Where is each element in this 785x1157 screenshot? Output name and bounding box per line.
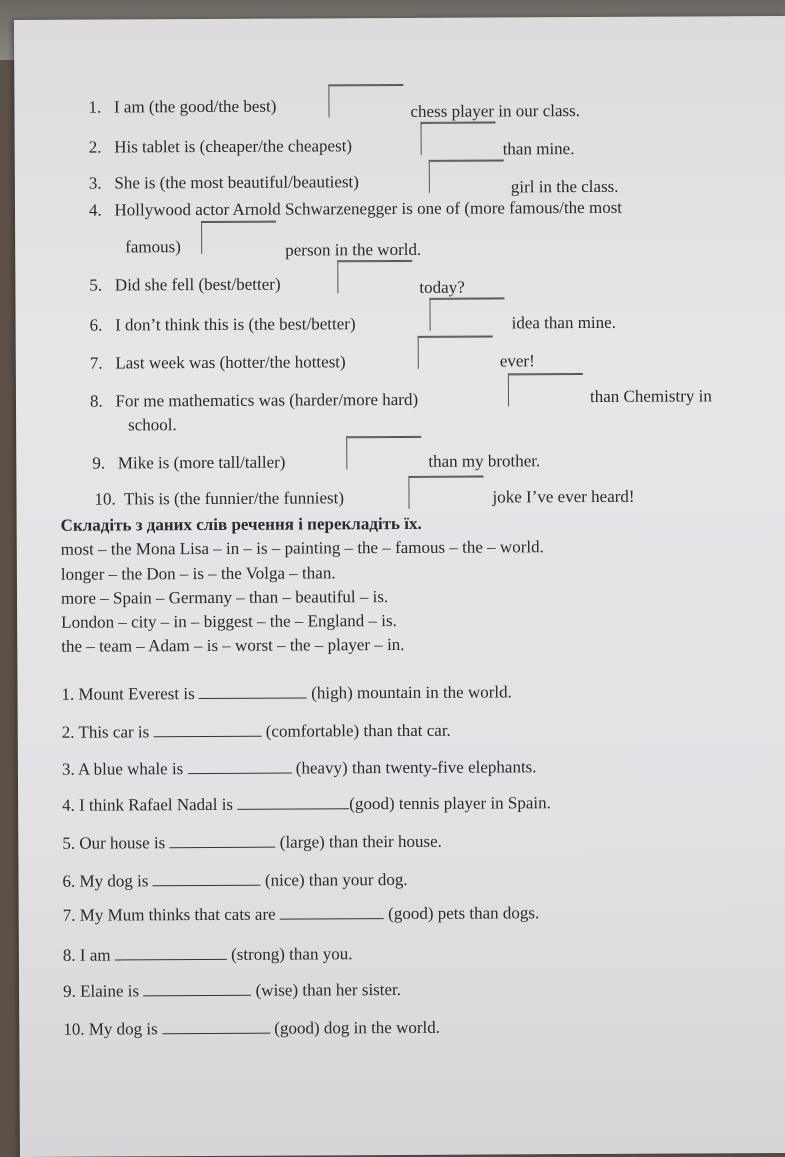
answer-blank-4[interactable]	[237, 808, 349, 810]
ex3-item-2	[62, 721, 451, 743]
word-line-3: more – Spain – Germany – than – beautiful – is.	[60, 587, 389, 608]
item-hint: (wise) than her sister.	[255, 979, 402, 1000]
ex3-item-3	[62, 757, 537, 779]
word-line-4: London – city – in – biggest – the – England – is.	[61, 611, 397, 632]
item-continuation: joke I’ve ever heard!	[492, 486, 635, 507]
item-hint: (high) mountain in the world.	[311, 682, 512, 703]
item-text: His tablet is (cheaper/the cheapest)	[114, 136, 353, 157]
answer-blank-8[interactable]	[115, 959, 227, 961]
item-text: 8. I am	[62, 945, 111, 965]
ex3-item-1	[61, 682, 511, 704]
item-continuation: than mine.	[502, 139, 575, 159]
answer-blank-1[interactable]	[199, 697, 307, 699]
item-hint: (good) dog in the world.	[274, 1017, 441, 1038]
item-hint: (large) than their house.	[279, 831, 442, 852]
word-line-5: the – team – Adam – is – worst – the – player – in.	[61, 634, 405, 656]
item-text-wrap: school.	[128, 415, 177, 435]
item-text-wrap: famous)	[125, 237, 181, 257]
item-text: 2. This car is	[61, 722, 150, 742]
item-hint: (heavy) than twenty-five elephants.	[295, 757, 537, 778]
item-text: Last week was (hotter/the hottest)	[115, 352, 346, 373]
item-text: 4. I think Rafael Nadal is	[62, 794, 234, 815]
worksheet-page	[14, 16, 785, 1157]
item-continuation: than my brother.	[428, 451, 541, 471]
answer-box-5[interactable]	[337, 260, 412, 293]
ex3-item-5	[62, 832, 442, 854]
answer-blank-7[interactable]	[280, 918, 384, 920]
word-line-1: most – the Mona Lisa – in – is – painting – the – famous – the – world.	[60, 537, 544, 559]
ex3-item-7	[63, 903, 540, 925]
item-number: 2.	[88, 137, 102, 157]
item-text: Hollywood actor Arnold Schwarzenegger is one of (more famous/the most	[114, 197, 623, 220]
answer-blank-6[interactable]	[153, 885, 261, 887]
item-hint: (good) pets than dogs.	[388, 903, 540, 924]
ex3-item-6	[62, 870, 407, 892]
item-number: 9.	[92, 453, 106, 473]
ex1-item-5	[89, 275, 280, 296]
answer-box-3[interactable]	[429, 159, 504, 192]
item-hint: (comfortable) than that car.	[265, 720, 451, 741]
item-continuation: person in the world.	[285, 239, 422, 260]
word-line-2: longer – the Don – is – the Volga – than.	[60, 563, 336, 584]
item-text: Did she fell (best/better)	[114, 274, 281, 295]
item-text: Mike is (more tall/taller)	[117, 452, 286, 473]
item-text: For me mathematics was (harder/more hard)	[115, 389, 419, 411]
item-number: 4.	[88, 200, 102, 220]
item-hint: (nice) than your dog.	[264, 869, 408, 890]
item-number: 5.	[89, 275, 103, 295]
item-text: 6. My dog is	[62, 871, 149, 891]
item-text: I don’t think this is (the best/better)	[115, 314, 356, 335]
item-text: 1. Mount Everest is	[61, 684, 195, 704]
item-text: 10. My dog is	[63, 1019, 158, 1039]
ex1-item-2	[89, 136, 353, 157]
item-text: 5. Our house is	[62, 833, 166, 853]
ex3-item-4	[62, 793, 551, 816]
item-continuation: than Chemistry in	[589, 386, 712, 406]
answer-blank-2[interactable]	[154, 736, 262, 738]
item-text: 9. Elaine is	[63, 981, 140, 1001]
ex1-item-3	[89, 172, 359, 193]
answer-box-7[interactable]	[418, 335, 493, 368]
ex3-item-9	[63, 980, 401, 1002]
item-number: 6.	[89, 315, 103, 335]
item-text: 3. A blue whale is	[61, 759, 184, 779]
answer-blank-3[interactable]	[188, 773, 292, 775]
item-hint: (strong) than you.	[231, 944, 353, 964]
item-text: I am (the good/the best)	[113, 96, 277, 117]
item-hint: (good) tennis player in Spain.	[349, 793, 551, 814]
ex1-item-1	[88, 97, 276, 118]
item-number: 7.	[89, 353, 103, 373]
ex1-item-9	[92, 453, 285, 474]
item-text: This is (the funnier/the funniest)	[123, 488, 345, 509]
item-number: 10.	[94, 489, 116, 509]
answer-box-9[interactable]	[346, 436, 421, 469]
item-continuation: ever!	[499, 351, 535, 371]
item-text: 7. My Mum thinks that cats are	[62, 904, 276, 925]
item-number: 8.	[89, 391, 103, 411]
answer-blank-10[interactable]	[162, 1033, 270, 1035]
ex3-item-8	[63, 944, 353, 966]
item-continuation: today?	[419, 277, 465, 297]
answer-blank-5[interactable]	[170, 847, 276, 849]
answer-box-4[interactable]	[201, 221, 276, 254]
item-continuation: idea than mine.	[511, 312, 616, 333]
item-text: She is (the most beautiful/beautiest)	[114, 172, 359, 193]
answer-box-8[interactable]	[508, 373, 583, 406]
ex1-item-8	[90, 390, 418, 412]
answer-box-1[interactable]	[328, 84, 403, 117]
item-number: 3.	[88, 173, 102, 193]
ex1-item-7	[90, 352, 346, 373]
ex1-item-6	[90, 314, 356, 335]
item-number: 1.	[88, 97, 102, 117]
ex3-item-10	[63, 1018, 440, 1040]
exercise-2-heading: Складіть з даних слів речення і перекладіть їх.	[60, 513, 422, 535]
answer-box-10[interactable]	[408, 476, 483, 509]
answer-blank-9[interactable]	[143, 995, 251, 997]
item-continuation: chess player in our class.	[410, 101, 581, 121]
answer-box-6[interactable]	[429, 297, 504, 330]
ex1-item-10	[94, 488, 344, 509]
answer-box-2[interactable]	[421, 121, 496, 154]
item-continuation: girl in the class.	[510, 176, 619, 197]
ex1-item-4	[89, 198, 622, 221]
